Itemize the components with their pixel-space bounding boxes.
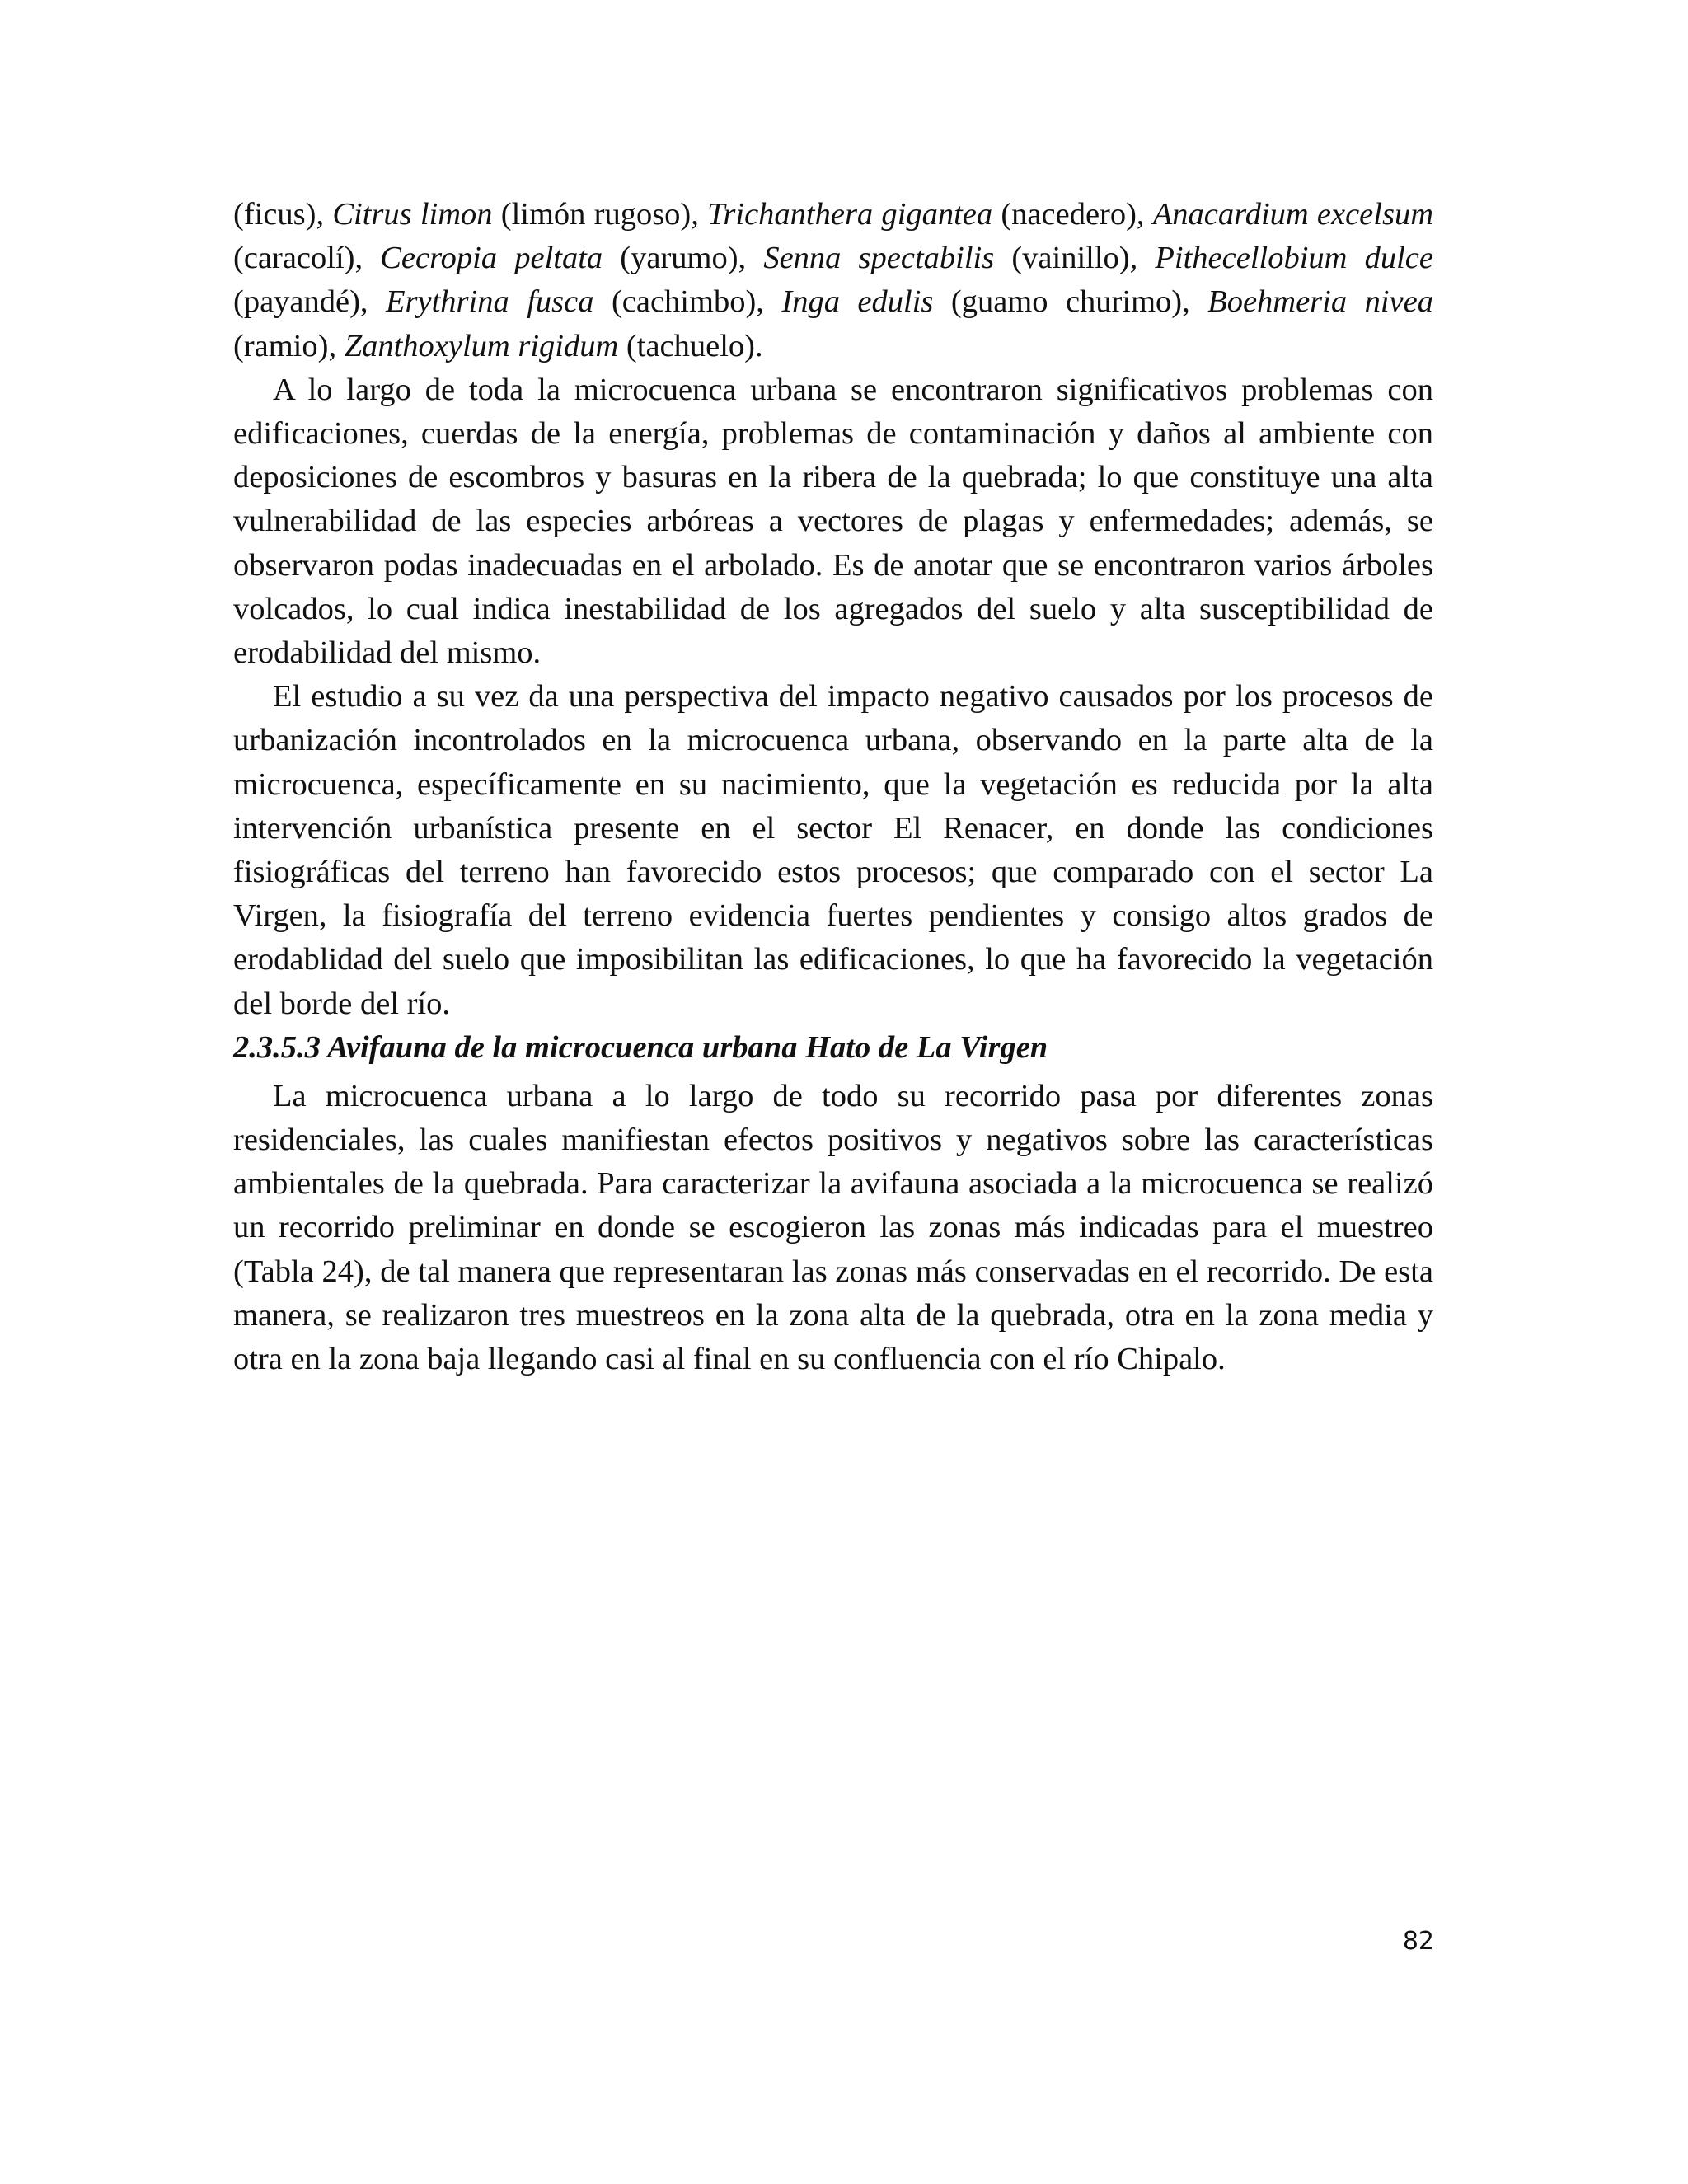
species-name: Erythrina fusca [386, 284, 594, 320]
species-name: Cecropia peltata [380, 241, 603, 276]
text-run: (guamo churimo), [933, 284, 1208, 320]
text-run: (vainillo), [994, 241, 1156, 276]
species-name: Pithecellobium dulce [1155, 241, 1433, 276]
page-body [233, 193, 1433, 1381]
text-run: (cachimbo), [593, 284, 782, 320]
species-name: Boehmeria nivea [1207, 284, 1433, 320]
species-name: Senna spectabilis [763, 241, 995, 276]
avifauna-paragraph: La microcuenca urbana a lo largo de todo su recorrido pasa por diferentes zonas residenciales, las cuales manifiestan efectos positivos y negativos sobre las características ambientales de la quebrada. Para caracterizar la avifauna asociada a la microcuenca se realizó un recorrido preliminar en donde se escogieron las zonas más indicadas para el muestreo (Tabla 24), de tal manera que representaran las zonas más conservadas en el recorrido. De esta manera, se realizaron tres muestreos en la zona alta de la quebrada, otra en la zona media y otra en la zona baja llegando casi al final en su confluencia con el río Chipalo. [233, 1078, 1433, 1377]
text-run: (nacedero), [992, 197, 1153, 232]
text-run: (tachuelo). [618, 328, 763, 363]
page-number: 82 [1402, 1927, 1434, 1956]
urbanization-impact-paragraph: El estudio a su vez da una perspectiva del impacto negativo causados por los procesos de urbanización incontrolados en la microcuenca urbana, observando en la parte alta de la microcuenca, específicamente en su nacimiento, que la vegetación es reducida por la alta intervención urbanística presente en el sector El Renacer, en donde las condiciones fisiográficas del terreno han favorecido estos procesos; que comparado con el sector La Virgen, la fisiografía del terreno evidencia fuertes pendientes y consigo altos grados de erodablidad del suelo que imposibilitan las edificaciones, lo que ha favorecido la vegetación del borde del río. [233, 679, 1433, 1021]
text-run: (ramio), [233, 328, 345, 363]
species-name: Inga edulis [781, 284, 934, 320]
text-run: (caracolí), [233, 241, 381, 276]
urban-problems-paragraph: A lo largo de toda la microcuenca urbana se encontraron significativos problemas con edificaciones, cuerdas de la energía, problemas de contaminación y daños al ambiente con deposiciones de escombros y basuras en la ribera de la quebrada; lo que constituye una alta vulnerabilidad de las especies arbóreas a vectores de plagas y enfermedades; además, se observaron podas inadecuadas en el arbolado. Es de anotar que se encontraron varios árboles volcados, lo cual indica inestabilidad de los agregados del suelo y alta susceptibilidad de erodabilidad del mismo. [233, 372, 1433, 671]
text-run: (yarumo), [603, 241, 764, 276]
text-run: (payandé), [233, 284, 387, 320]
species-name: Anacardium excelsum [1152, 197, 1433, 232]
section-heading: 2.3.5.3 Avifauna de la microcuenca urbana Hato de La Virgen [233, 1029, 1048, 1065]
species-name: Citrus limon [332, 197, 493, 232]
text-run: (limón rugoso), [492, 197, 708, 232]
species-name: Trichanthera gigantea [707, 197, 993, 232]
species-list-paragraph [233, 193, 1433, 368]
text-run: (ficus), [233, 197, 333, 232]
species-name: Zanthoxylum rigidum [344, 328, 619, 363]
